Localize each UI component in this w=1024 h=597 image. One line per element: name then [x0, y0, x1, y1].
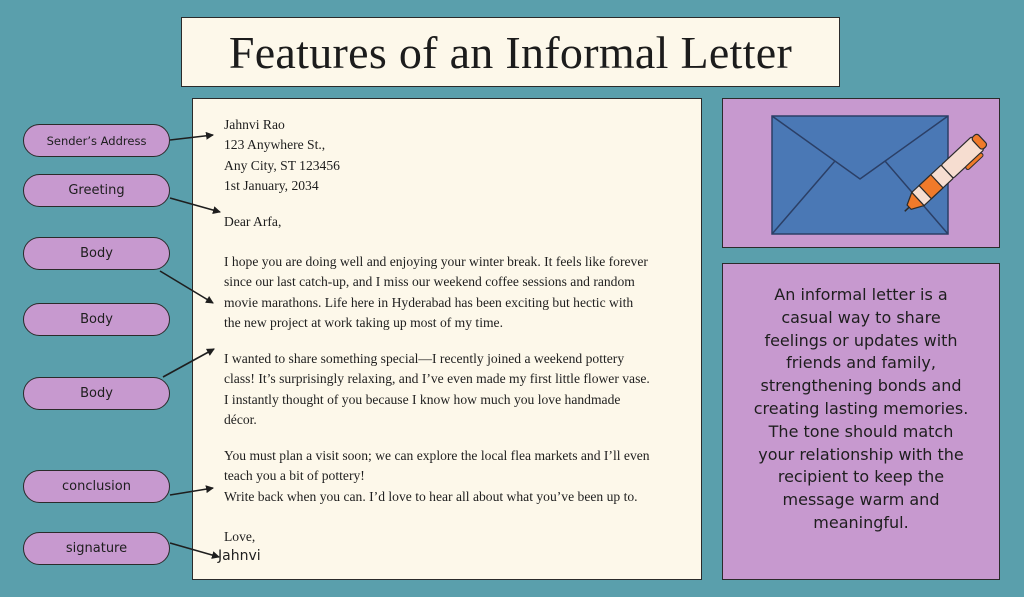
label-body-3: Body: [23, 377, 170, 410]
title-banner: [181, 17, 840, 87]
illustration-panel: [722, 98, 1000, 248]
description-text: An informal letter is a casual way to share feelings or updates with friends and family, strengthening bonds and creating lasting memories. The tone should match your relationship with the recipient to keep the message warm and meaningful.: [753, 285, 969, 532]
label-conclusion: conclusion: [23, 470, 170, 503]
letter-closing: Love,: [224, 529, 256, 544]
label-greeting: Greeting: [23, 174, 170, 207]
page-title: Features of an Informal Letter: [228, 26, 793, 78]
letter-signature: Jahnvi: [218, 548, 261, 564]
letter-paragraph-3: You must plan a visit soon; we can explore the local flea markets and I’ll even teach you a bit of pottery! Write back when you can. I’d love to hear all about what you’ve been up to.: [224, 448, 650, 504]
description-panel: [722, 263, 1000, 580]
label-senders-address: Sender’s Address: [23, 124, 170, 157]
label-body-1: Body: [23, 237, 170, 270]
letter-sheet: [192, 98, 702, 580]
letter-paragraph-1: I hope you are doing well and enjoying your winter break. It feels like forever since our last catch-up, and I miss our weekend coffee sessions and random movie marathons. Life here in Hyderabad has been exciting but hectic with the new project at work taking up most of my time.: [224, 254, 648, 331]
illustration: [723, 99, 1001, 249]
envelope-icon: [772, 116, 948, 234]
letter-address: Jahnvi Rao 123 Anywhere St., Any City, ST 123456 1st January, 2034: [224, 117, 340, 194]
letter-greeting: Dear Arfa,: [224, 214, 282, 229]
label-signature: signature: [23, 532, 170, 565]
label-body-2: Body: [23, 303, 170, 336]
letter-paragraph-2: I wanted to share something special—I recently joined a weekend pottery class! It’s surprisingly relaxing, and I’ve even made my first little flower vase. I instantly thought of you because I know how much you love handmade décor.: [224, 351, 650, 428]
